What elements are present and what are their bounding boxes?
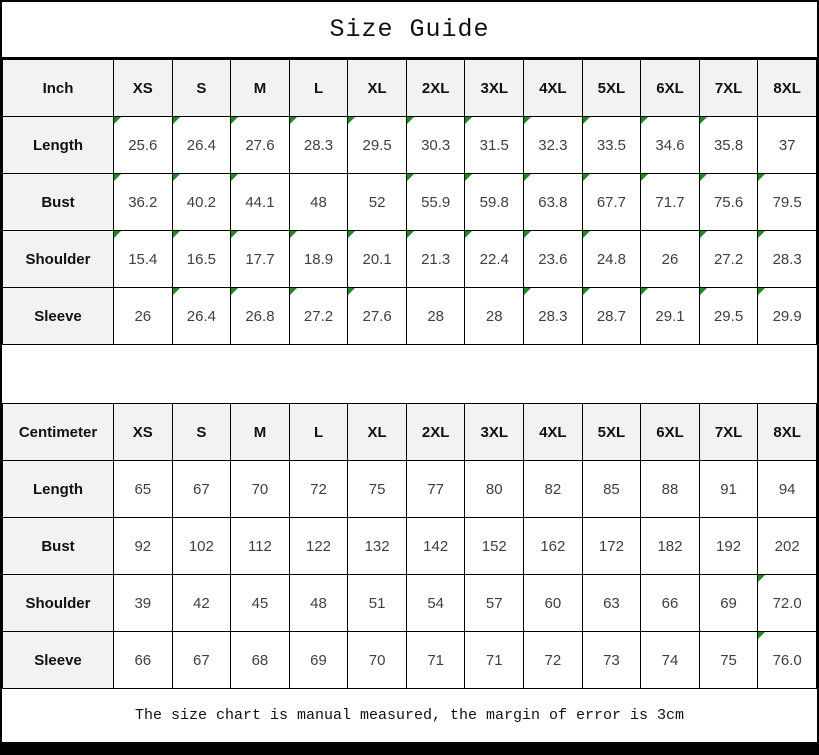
size-header-cell: 7XL bbox=[699, 404, 758, 461]
value-cell: 73 bbox=[582, 632, 641, 689]
value-cell: 79.5 bbox=[758, 174, 817, 231]
measurement-row bbox=[3, 575, 817, 632]
value-cell: 21.3 bbox=[406, 231, 465, 288]
value-cell: 28.3 bbox=[524, 288, 583, 345]
row-label-cell: Bust bbox=[3, 518, 114, 575]
measurement-row bbox=[3, 117, 817, 174]
value-cell: 71 bbox=[406, 632, 465, 689]
value-cell: 76.0 bbox=[758, 632, 817, 689]
value-cell: 202 bbox=[758, 518, 817, 575]
value-cell: 26.4 bbox=[172, 117, 231, 174]
value-cell: 15.4 bbox=[114, 231, 173, 288]
size-header-cell: S bbox=[172, 60, 231, 117]
value-cell: 29.5 bbox=[348, 117, 407, 174]
value-cell: 75 bbox=[348, 461, 407, 518]
value-cell: 85 bbox=[582, 461, 641, 518]
size-header-cell: 8XL bbox=[758, 404, 817, 461]
unit-label-cell: Inch bbox=[3, 60, 114, 117]
value-cell: 152 bbox=[465, 518, 524, 575]
value-cell: 25.6 bbox=[114, 117, 173, 174]
value-cell: 51 bbox=[348, 575, 407, 632]
value-cell: 26 bbox=[641, 231, 700, 288]
value-cell: 72 bbox=[524, 632, 583, 689]
value-cell: 23.6 bbox=[524, 231, 583, 288]
size-header-cell: S bbox=[172, 404, 231, 461]
value-cell: 88 bbox=[641, 461, 700, 518]
value-cell: 75 bbox=[699, 632, 758, 689]
value-cell: 63.8 bbox=[524, 174, 583, 231]
value-cell: 29.1 bbox=[641, 288, 700, 345]
size-header-cell: 3XL bbox=[465, 60, 524, 117]
value-cell: 72.0 bbox=[758, 575, 817, 632]
value-cell: 54 bbox=[406, 575, 465, 632]
size-header-cell: M bbox=[231, 60, 290, 117]
value-cell: 27.6 bbox=[348, 288, 407, 345]
footer-note: The size chart is manual measured, the margin of error is 3cm bbox=[2, 689, 817, 742]
value-cell: 48 bbox=[289, 575, 348, 632]
value-cell: 27.6 bbox=[231, 117, 290, 174]
measurement-row bbox=[3, 174, 817, 231]
bottom-black-bar bbox=[2, 742, 817, 753]
value-cell: 82 bbox=[524, 461, 583, 518]
unit-label-cell: Centimeter bbox=[3, 404, 114, 461]
row-label-cell: Length bbox=[3, 117, 114, 174]
value-cell: 29.9 bbox=[758, 288, 817, 345]
value-cell: 67.7 bbox=[582, 174, 641, 231]
value-cell: 33.5 bbox=[582, 117, 641, 174]
value-cell: 28.3 bbox=[289, 117, 348, 174]
value-cell: 63 bbox=[582, 575, 641, 632]
value-cell: 22.4 bbox=[465, 231, 524, 288]
row-label-cell: Shoulder bbox=[3, 575, 114, 632]
row-label-cell: Sleeve bbox=[3, 288, 114, 345]
size-header-cell: L bbox=[289, 60, 348, 117]
page-title: Size Guide bbox=[2, 2, 817, 59]
size-header-cell: XS bbox=[114, 404, 173, 461]
size-header-cell: XL bbox=[348, 60, 407, 117]
value-cell: 27.2 bbox=[289, 288, 348, 345]
value-cell: 67 bbox=[172, 632, 231, 689]
value-cell: 74 bbox=[641, 632, 700, 689]
table-spacer bbox=[2, 345, 817, 403]
size-header-cell: XL bbox=[348, 404, 407, 461]
value-cell: 66 bbox=[641, 575, 700, 632]
value-cell: 112 bbox=[231, 518, 290, 575]
value-cell: 102 bbox=[172, 518, 231, 575]
size-header-cell: 2XL bbox=[406, 60, 465, 117]
value-cell: 142 bbox=[406, 518, 465, 575]
value-cell: 80 bbox=[465, 461, 524, 518]
value-cell: 182 bbox=[641, 518, 700, 575]
value-cell: 72 bbox=[289, 461, 348, 518]
size-header-cell: 5XL bbox=[582, 404, 641, 461]
row-label-cell: Shoulder bbox=[3, 231, 114, 288]
value-cell: 48 bbox=[289, 174, 348, 231]
value-cell: 66 bbox=[114, 632, 173, 689]
inch-size-table bbox=[2, 59, 817, 345]
value-cell: 94 bbox=[758, 461, 817, 518]
value-cell: 26.4 bbox=[172, 288, 231, 345]
value-cell: 28 bbox=[406, 288, 465, 345]
measurement-row bbox=[3, 461, 817, 518]
value-cell: 34.6 bbox=[641, 117, 700, 174]
value-cell: 26 bbox=[114, 288, 173, 345]
value-cell: 40.2 bbox=[172, 174, 231, 231]
value-cell: 29.5 bbox=[699, 288, 758, 345]
value-cell: 132 bbox=[348, 518, 407, 575]
value-cell: 69 bbox=[289, 632, 348, 689]
value-cell: 92 bbox=[114, 518, 173, 575]
value-cell: 69 bbox=[699, 575, 758, 632]
size-header-cell: XS bbox=[114, 60, 173, 117]
value-cell: 18.9 bbox=[289, 231, 348, 288]
size-header-cell: 4XL bbox=[524, 60, 583, 117]
size-header-cell: 7XL bbox=[699, 60, 758, 117]
measurement-row bbox=[3, 231, 817, 288]
value-cell: 28 bbox=[465, 288, 524, 345]
value-cell: 42 bbox=[172, 575, 231, 632]
value-cell: 55.9 bbox=[406, 174, 465, 231]
value-cell: 35.8 bbox=[699, 117, 758, 174]
size-header-cell: 3XL bbox=[465, 404, 524, 461]
value-cell: 44.1 bbox=[231, 174, 290, 231]
size-header-cell: L bbox=[289, 404, 348, 461]
value-cell: 36.2 bbox=[114, 174, 173, 231]
size-header-row bbox=[3, 404, 817, 461]
size-header-cell: 4XL bbox=[524, 404, 583, 461]
value-cell: 67 bbox=[172, 461, 231, 518]
value-cell: 26.8 bbox=[231, 288, 290, 345]
size-header-row bbox=[3, 60, 817, 117]
value-cell: 28.7 bbox=[582, 288, 641, 345]
value-cell: 75.6 bbox=[699, 174, 758, 231]
value-cell: 37 bbox=[758, 117, 817, 174]
value-cell: 45 bbox=[231, 575, 290, 632]
row-label-cell: Bust bbox=[3, 174, 114, 231]
value-cell: 52 bbox=[348, 174, 407, 231]
value-cell: 27.2 bbox=[699, 231, 758, 288]
value-cell: 17.7 bbox=[231, 231, 290, 288]
size-header-cell: 5XL bbox=[582, 60, 641, 117]
row-label-cell: Length bbox=[3, 461, 114, 518]
size-header-cell: M bbox=[231, 404, 290, 461]
value-cell: 77 bbox=[406, 461, 465, 518]
value-cell: 172 bbox=[582, 518, 641, 575]
value-cell: 59.8 bbox=[465, 174, 524, 231]
size-header-cell: 6XL bbox=[641, 60, 700, 117]
value-cell: 162 bbox=[524, 518, 583, 575]
value-cell: 20.1 bbox=[348, 231, 407, 288]
value-cell: 16.5 bbox=[172, 231, 231, 288]
size-header-cell: 2XL bbox=[406, 404, 465, 461]
value-cell: 60 bbox=[524, 575, 583, 632]
value-cell: 32.3 bbox=[524, 117, 583, 174]
value-cell: 71 bbox=[465, 632, 524, 689]
size-header-cell: 8XL bbox=[758, 60, 817, 117]
centimeter-size-table bbox=[2, 403, 817, 689]
value-cell: 70 bbox=[348, 632, 407, 689]
value-cell: 65 bbox=[114, 461, 173, 518]
value-cell: 30.3 bbox=[406, 117, 465, 174]
row-label-cell: Sleeve bbox=[3, 632, 114, 689]
value-cell: 71.7 bbox=[641, 174, 700, 231]
value-cell: 39 bbox=[114, 575, 173, 632]
size-header-cell: 6XL bbox=[641, 404, 700, 461]
value-cell: 68 bbox=[231, 632, 290, 689]
value-cell: 91 bbox=[699, 461, 758, 518]
measurement-row bbox=[3, 288, 817, 345]
measurement-row bbox=[3, 632, 817, 689]
value-cell: 70 bbox=[231, 461, 290, 518]
measurement-row bbox=[3, 518, 817, 575]
value-cell: 122 bbox=[289, 518, 348, 575]
value-cell: 192 bbox=[699, 518, 758, 575]
value-cell: 57 bbox=[465, 575, 524, 632]
value-cell: 31.5 bbox=[465, 117, 524, 174]
value-cell: 28.3 bbox=[758, 231, 817, 288]
value-cell: 24.8 bbox=[582, 231, 641, 288]
